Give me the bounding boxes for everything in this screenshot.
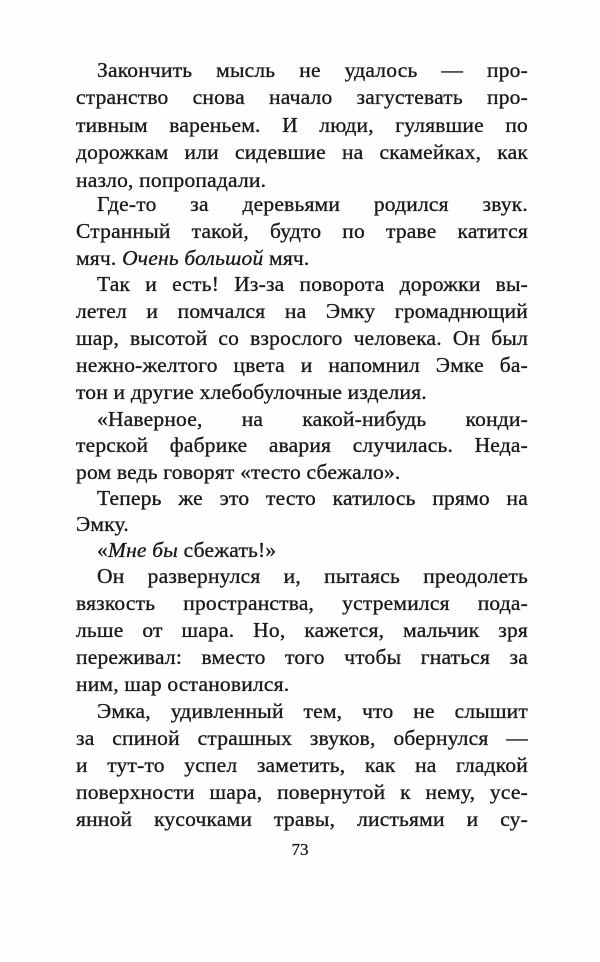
text-span: ром ведь говорят «тесто сбежало». — [76, 460, 401, 484]
text-span: Теперь же это тесто катилось прямо на — [97, 486, 528, 510]
text-line — [76, 324, 528, 352]
text-span: дорожкам или сидевшие на скамейках, как — [76, 140, 528, 164]
text-line — [76, 589, 528, 617]
text-span: Эмку. — [76, 512, 129, 536]
text-span: летел и помчался на Эмку громаднющий — [76, 299, 528, 323]
text-line — [76, 805, 528, 833]
text-line — [76, 138, 528, 166]
text-line — [76, 751, 528, 779]
text-span: Странный такой, будто по траве катится — [76, 219, 528, 243]
text-line — [76, 244, 528, 272]
page-number: 73 — [291, 840, 309, 859]
text-line — [76, 643, 528, 671]
text-span: Так и есть! Из-за поворота дорожки вы- — [97, 272, 528, 296]
text-span: Эмка, удивленный тем, что не слышит — [97, 699, 528, 723]
text-line — [76, 458, 528, 486]
text-line — [76, 724, 528, 752]
text-line — [97, 562, 528, 590]
text-line — [76, 111, 528, 139]
text-span: мяч. — [263, 246, 310, 270]
italic-text: Очень большой — [122, 246, 264, 270]
text-span: назло, попропадали. — [76, 168, 267, 192]
text-span: вязкость пространства, устремился пода- — [76, 591, 528, 615]
text-line — [97, 56, 528, 84]
text-span: «Наверное, на какой-нибудь конди- — [97, 407, 528, 431]
text-span: Закончить мысль не удалось — про- — [97, 58, 528, 82]
text-span: терской фабрике авария случилась. Неда- — [76, 433, 528, 457]
text-line — [97, 536, 528, 564]
text-line — [76, 670, 528, 698]
text-span: тивным вареньем. И люди, гулявшие по — [76, 113, 528, 137]
text-line — [76, 431, 528, 459]
text-span: « — [97, 538, 108, 562]
text-span: Он развернулся и, пытаясь преодолеть — [97, 564, 528, 588]
text-span: Где-то за деревьями родился звук. — [97, 192, 528, 216]
text-span: сбежать!» — [178, 538, 277, 562]
text-line — [76, 378, 528, 406]
text-span: переживал: вместо того чтобы гнаться за — [76, 645, 528, 669]
text-line — [76, 778, 528, 806]
text-line — [76, 217, 528, 245]
text-line — [76, 83, 528, 111]
text-line — [97, 484, 528, 512]
text-span: и тут-то успел заметить, как на гладкой — [76, 753, 528, 777]
text-span: тон и другие хлебобулочные изделия. — [76, 380, 427, 404]
italic-text: Мне бы — [107, 538, 179, 562]
text-line — [76, 616, 528, 644]
text-span: нежно-желтого цвета и напомнил Эмке ба- — [76, 353, 528, 377]
text-span: шар, высотой со взрослого человека. Он был — [76, 326, 528, 350]
text-span: мяч. — [76, 246, 123, 270]
text-line — [76, 351, 528, 379]
text-span: поверхности шара, повернутой к нему, усе- — [76, 780, 528, 804]
text-span: янной кусочками травы, листьями и су- — [76, 807, 528, 831]
text-line — [76, 510, 528, 538]
text-span: ним, шар остановился. — [76, 672, 290, 696]
text-line — [76, 297, 528, 325]
text-line — [97, 697, 528, 725]
text-span: за спиной страшных звуков, обернулся — — [76, 726, 528, 750]
text-line — [97, 190, 528, 218]
text-line — [97, 270, 528, 298]
text-span: льше от шара. Но, кажется, мальчик зря — [76, 618, 528, 642]
text-line — [97, 405, 528, 433]
text-span: странство снова начало загустевать про- — [76, 85, 528, 109]
